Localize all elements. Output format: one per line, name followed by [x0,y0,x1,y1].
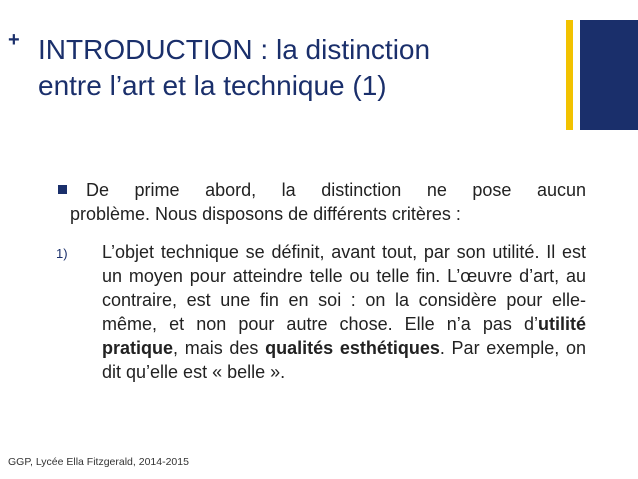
bullet-item [56,178,586,226]
bullet-line-2: problème. Nous disposons de différents critères : [70,204,461,224]
bold-qualites-esthetiques: qualités esthétiques [265,338,440,358]
item-number: 1) [56,246,68,261]
bullet-line-1: De prime abord, la distinction ne pose aucun [86,180,586,200]
title-line-2: entre l’art et la technique (1) [38,70,387,101]
item-text-part-1: L’objet technique se définit, avant tout, par son utilité. Il est un moyen pour atteindre telle ou telle fin. L’œuvre d’art, au contraire, est une fin en soi : on la considère pour elle-même, et non pour autre chose. Elle n’a pas d’ [102,242,586,334]
plus-icon: + [8,29,20,51]
slide-title [38,32,518,104]
accent-bar-blue [580,20,638,130]
title-line-1: INTRODUCTION : la distinction [38,34,431,65]
item-text-part-2: , mais des [173,338,266,358]
item-text [102,240,586,384]
bullet-text [70,178,586,226]
footer-text: GGP, Lycée Ella Fitzgerald, 2014-2015 [8,456,189,468]
item-text-part-3: . Par exemple, on dit qu’elle est « belle ». [102,338,586,382]
bold-utilite-pratique: utilité pratique [102,314,586,358]
accent-bar-yellow [566,20,573,130]
numbered-item [56,240,586,384]
square-bullet-icon [58,185,67,194]
slide-content [56,178,586,384]
